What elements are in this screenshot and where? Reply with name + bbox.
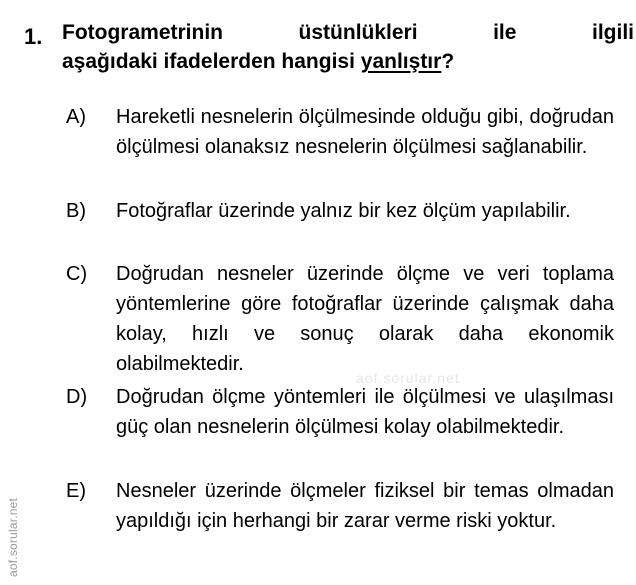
question-stem (62, 18, 634, 76)
option-text: Fotoğraflar üzerinde yalnız bir kez ölçüm yapılabilir. (116, 200, 571, 222)
question-stem-line2 (62, 50, 454, 73)
question-stem-line1: Fotogrametrinin üstünlükleri ile ilgili (62, 21, 634, 44)
option-letter: A) (66, 106, 86, 128)
center-watermark: aof.sorular.net (356, 370, 460, 386)
question-mark: ? (441, 50, 455, 73)
option-letter: E) (66, 480, 86, 502)
option-text: Doğrudan nesneler üzerinde ölçme ve veri toplama yöntemlerine göre fotoğraflar üzerinde çalışmak daha kolay, hızlı ve sonuç olarak daha ekonomik olabilmektedir. (116, 263, 614, 375)
option-text: Doğrudan ölçme yöntemleri ile ölçülmesi ve ulaşılması güç olan nesnelerin ölçülmesi kolay olabilmektedir. (116, 386, 614, 438)
question-number: 1. (24, 24, 43, 49)
side-watermark: aof.sorular.net (6, 497, 20, 577)
question-emphasis: yanlıştır (360, 50, 442, 73)
option-text: Nesneler üzerinde ölçmeler fiziksel bir temas olmadan yapıldığı için herhangi bir zarar verme riski yoktur. (116, 480, 614, 532)
option-letter: B) (66, 200, 86, 222)
option-text: Hareketli nesnelerin ölçülmesinde olduğu gibi, doğrudan ölçülmesi olanaksız nesnelerin ölçülmesi sağlanabilir. (116, 106, 614, 158)
question-stem-line2-text: aşağıdaki ifadelerden hangisi (62, 50, 361, 73)
option-letter: D) (66, 386, 88, 408)
option-letter: C) (66, 263, 88, 285)
